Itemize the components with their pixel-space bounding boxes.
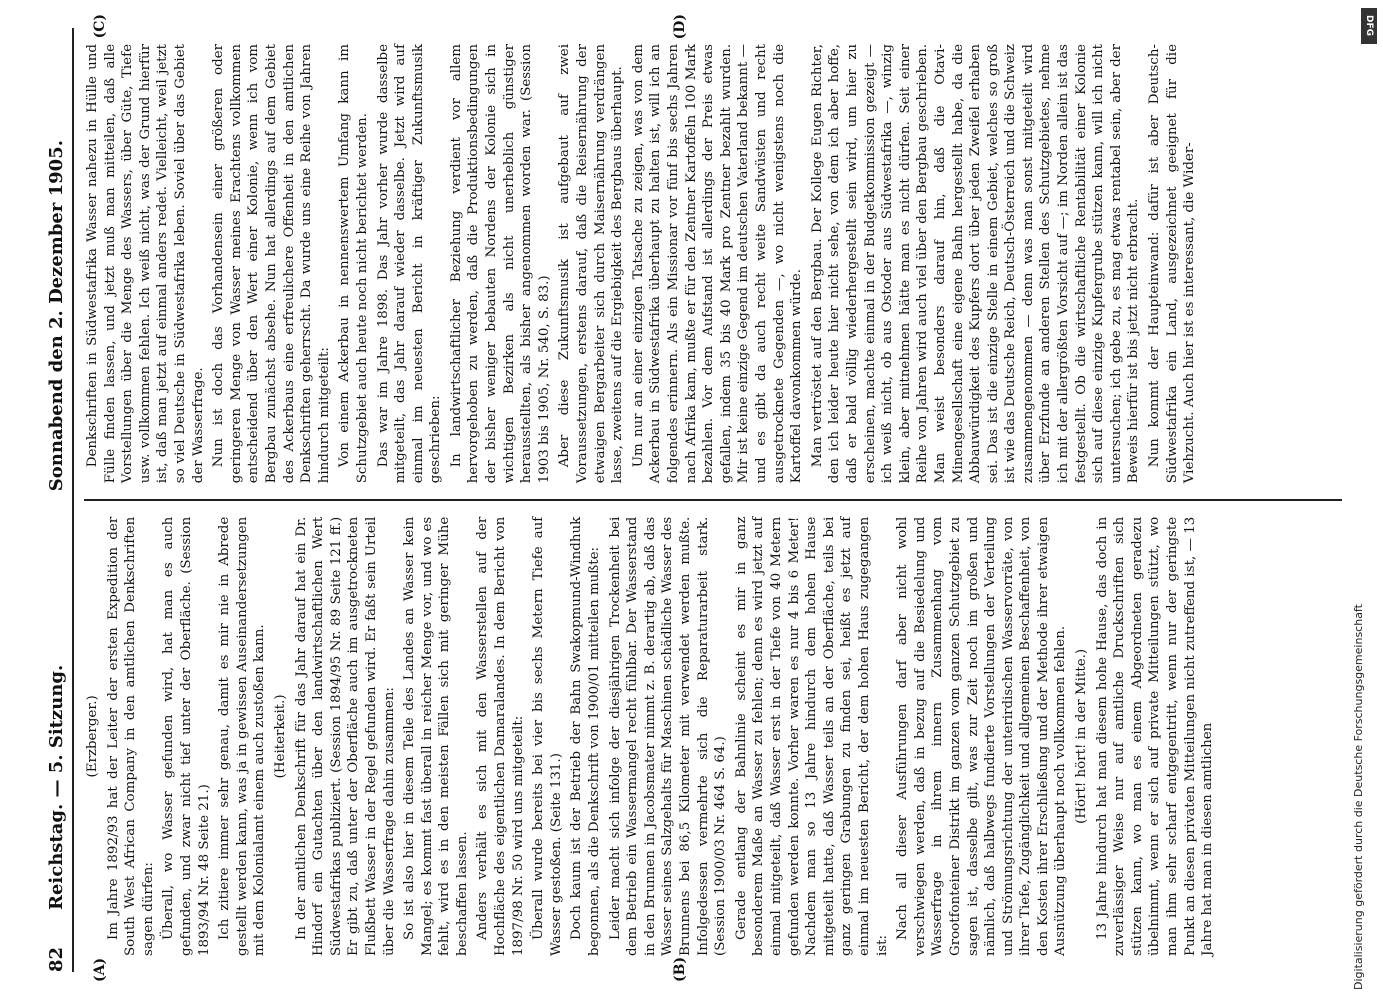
right-paragraph: Von einem Ackerbau in nennenswertem Umfang kann im Schutzgebiet auch heute noch nicht berichtet werden.	[336, 44, 370, 484]
left-paragraph: So ist also hier in diesem Teile des Landes an Wasser kein Mangel; es kommt fast überall in reicher Menge vor, und wo es fehlt, wird es in den meisten Fällen sich mit geringer Mühe beschaffen lassen.	[401, 516, 470, 956]
left-paragraph: Überall, wo Wasser gefunden wird, hat man es auch gefunden, und zwar nicht tief unter der Oberfläche. (Session 1893/94 Nr. 48 Seite 21.)	[160, 516, 212, 956]
columns	[84, 28, 1342, 972]
credit-text: Digitalisierung gefördert durch die Deutsche Forschungsgemeinschaft	[1352, 604, 1365, 990]
left-paragraph: Im Jahre 1892/93 hat der Leiter der ersten Expedition der South West African Company in den amtlichen Denkschriften sagen dürfen:	[105, 516, 156, 956]
left-paragraph: Überall wurde bereits bei vier bis sechs Metern Tiefe auf Wasser gestoßen. (Seite 131.)	[530, 516, 564, 956]
left-paragraph: Leider macht sich infolge der diesjährigen Trockenheit bei dem Betrieb ein Wassermangel recht fühlbar. Der Wasserstand in den Brunnen in Jacobsmater nimmt z. B. derartig ab, daß das Wasser seines Salzgehalts für Maschinen schädliche Wasser des Brunnens bei 86,5 Kilometer mit verwendet werden mußte. Infolgedessen vermehrte sich die Reparaturarbeit stark. (Session 1900/03 Nr. 464 S. 64.)	[607, 516, 728, 956]
header-left-title: Reichstag. — 5. Sitzung.	[45, 664, 67, 910]
header-right-title: Sonnabend den 2. Dezember 1905.	[45, 140, 67, 492]
right-paragraph: Um nur an einer einzigen Tatsache zu zeigen, was von dem Ackerbau in Südwestafrika überhaupt zu halten ist, will ich an folgendes erinnern. Als ein Missionar vor fünf bis sechs Jahren nach Afrika kam, mußte er für den Zentner Kartoffeln 100 Mark bezahlen. Vor dem Aufstand ist allerdings der Preis etwas gefallen, indem 35 bis 40 Mark pro Zentner bezahlt wurden. Mir ist keine einzige Gegend im deutschen Vaterland bekannt — und es gibt da auch recht weite Sandwüsten und recht ausgetrocknete Gegenden —, wo nicht wenigstens noch die Kartoffel davonkommen würde.	[630, 44, 804, 484]
digitization-credit	[1351, 10, 1365, 990]
right-paragraph: Nun kommt der Haupteinwand: dafür ist aber Deutsch-Südwestafrika ein Land, ausgezeichnet geeignet für die Viehzucht. Auch hier ist es interessant, die Wider-	[1146, 44, 1197, 484]
page-header	[42, 20, 76, 980]
margin-marker-a: (A)	[91, 957, 108, 982]
margin-marker-d: (D)	[671, 14, 688, 40]
header-rule	[72, 28, 74, 972]
margin-marker-c: (C)	[91, 14, 108, 39]
page	[32, 14, 1352, 982]
left-paragraph: (Hört! hört! in der Mitte.)	[1073, 648, 1089, 824]
left-paragraph: (Heiterkeit.)	[272, 694, 288, 779]
right-column	[84, 28, 1342, 499]
left-paragraph: Ich zitiere immer sehr genau, damit es mir nie in Abrede gestellt werden kann, was ja in gewissen Auseinandersetzungen mit dem Kolonialamt einem auch zustoßen kann.	[216, 516, 267, 956]
left-paragraph: (Erzberger.)	[84, 695, 100, 778]
left-paragraph: Nach all dieser Ausführungen darf aber nicht wohl verschwiegen werden, daß in bezug auf die Besiedelung und Wasserfrage in ihrem innern Zusammenhang vom Grootfonteiner Distrikt im ganzen vom ganzen Schutzgebiet zu sagen ist, dasselbe gilt, was zur Zeit noch im großen und nämlich, daß halbwegs fundierte Vorstellungen der Verteilung und Strömungsrichtung der unterirdischen Wasservorräte, von ihrer Tiefe, Zugänglichkeit und allgemeinen Beschaffenheit, von den Kosten ihrer Erschließung und der Methode ihrer etwaigen Ausnützung überhaupt noch vollkommen fehlen.	[894, 516, 1068, 956]
left-paragraph: Doch kaum ist der Betrieb der Bahn Swakopmund-Windhuk begonnen, als die Denkschrift von 1900/01 mitteilen mußte:	[568, 516, 602, 956]
margin-marker-b: (B)	[671, 956, 688, 982]
right-paragraph: Nun ist doch das Vorhandensein einer größeren oder geringeren Menge von Wasser meines Erachtens vollkommen entscheidend über den Wert einer Kolonie, wenn ich vom Bergbau zunächst absehe. Nun hat allerdings auf dem Gebiet des Ackerbaus eine erfreulichere Offenheit in den amtlichen Denkschriften geherrscht. Da wurde uns eine Reihe von Jahren hindurch mitgeteilt:	[210, 44, 332, 484]
left-paragraph: 13 Jahre hindurch hat man diesem hohe Hause, das doch in zuverlässiger Weise nur auf amtliche Druckschriften sich stützen kann, wo man es einem Abgeordneten geradezu übelnimmt, wenn er sich auf private Mitteilungen stützt, wo man ihm sehr scharf entgegentritt, wenn nur der geringste Punkt an diesen privaten Mitteilungen nicht zutreffend ist, — 13 Jahre hat man in diesen amtlichen	[1094, 516, 1215, 956]
left-paragraph: Anders verhält es sich mit den Wasserstellen auf der Hochfläche des eigentlichen Damaralandes. In dem Bericht von 1897/98 Nr. 50 wird uns mitgeteilt:	[474, 516, 526, 956]
right-paragraph: Das war im Jahre 1898. Das Jahr vorher wurde dasselbe mitgeteilt, das Jahr darauf wieder dasselbe. Jetzt wird auf einmal im neuesten Bericht in kräftiger Zukunftsmusik geschrieben:	[375, 44, 443, 484]
right-paragraph: In landwirtschaftlicher Beziehung verdient vor allem hervorgehoben zu werden, daß die Produktionsbedingungen der bisher weniger bebauten Nordens der Kolonie sich in wichtigen Bezirken als nicht unerheblich günstiger herausstellten, als bisher angenommen worden war. (Session 1903 bis 1905, Nr. 540, S. 83.)	[448, 44, 552, 484]
right-paragraph: Denkschriften in Südwestafrika Wasser nahezu in Hülle und Fülle finden lassen, und jetzt muß man mitteilen, daß alle Vorstellungen über die Menge des Wassers, über Güte, Tiefe usw. vollkommen fehlen. Ich weiß nicht, was der Grund hierfür ist, daß man jetzt auf einmal anders redet. Vielleicht, weil jetzt so viel Deutsche in Südwestafrika leben. Soviel über das Gebiet der Wasserfrage.	[84, 44, 206, 484]
dfg-logo: DFG	[1361, 8, 1377, 44]
left-paragraph: Gerade entlang der Bahnlinie scheint es mir in ganz besonderem Maße an Wasser zu fehlen; denn es wird jetzt auf einmal mitgeteilt, daß Wasser erst in der Tiefe von 40 Metern gefunden werden konnte. Vorher waren es nur 4 bis 6 Meter! Nachdem man so 13 Jahre hindurch dem hohen Hause mitgeteilt hatte, daß Wasser teils an der Oberfläche, teils bei ganz geringen Grabungen zu finden sei, heißt es jetzt auf einmal im neuesten Bericht, der dem hohen Haus zugegangen ist:	[733, 516, 890, 956]
right-paragraph: Aber diese Zukunftsmusik ist aufgebaut auf zwei Voraussetzungen, erstens darauf, daß die Reisernährung der etwaigen Bergarbeiter sich durch Maisernährung verdrängen lasse, zweitens auf die Ergiebigkeit des Bergbaus überhaupt.	[556, 44, 625, 484]
left-column	[84, 501, 1342, 972]
right-paragraph: Man vertröstet auf den Bergbau. Der Kollege Eugen Richter, den ich leider heute hier nicht sehe, von dem ich aber hoffe, daß er bald völlig wiederhergestellt sein wird, um hier zu erscheinen, machte einmal in der Budgetkommission gezeigt — ich weiß nicht, ob aus Ostoder aus Südwestafrika —, winzig klein, aber mitnehmen hätte man es nicht dürfen. Seit einer Reihe von Jahren wird auch viel über den Bergbau geschrieben. Man weist besonders darauf hin, daß die Otavi-Minengesellschaft eine eigene Bahn hergestellt habe, da die Abbauwürdigkeit des Kupfers dort über jeden Zweifel erhaben sei. Das ist die einzige Stelle in einem Gebiet, welches so groß ist wie das Deutsche Reich, Deutsch-Österreich und die Schweiz zusammengenommen — denn was man sonst mitgeteilt wird über Erzfunde an anderen Stellen des Schutzgebietes, nehme ich mit der allergrößten Vorsicht auf —; im Norden allein ist das festgestellt. Ob die wirtschaftliche Rentabilität einer Kolonie sich auf diese einzige Kupfergrube stützen kann, will ich nicht untersuchen; ich gebe zu, es mag etwas rentabel sein, aber der Beweis hierfür ist bis jetzt nicht erbracht.	[809, 44, 1141, 484]
page-number: 82	[45, 946, 67, 972]
left-paragraph: In der amtlichen Denkschrift für das Jahr darauf hat ein Dr. Hindorf ein Gutachten über den landwirtschaftlichen Wert Südwestafrikas publiziert. (Session 1894/95 Nr. 89 Seite 121 ff.) Er gibt zu, daß unter der Oberfläche auch im ausgetrockneten Flußbett Wasser in der Regel gefunden wird. Er faßt sein Urteil über die Wasserfrage dahin zusammen:	[293, 516, 396, 956]
